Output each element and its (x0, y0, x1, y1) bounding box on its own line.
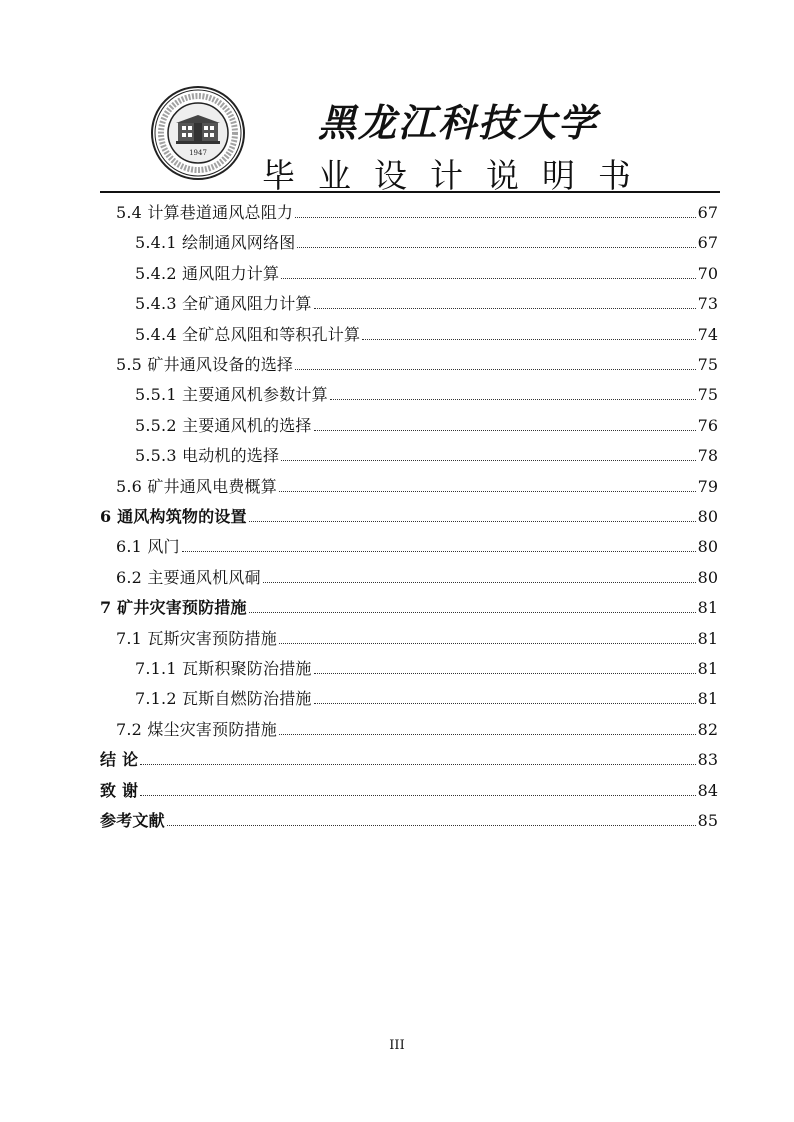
toc-entry[interactable] (100, 745, 718, 775)
toc-entry-label: 5.4.4 全矿总风阻和等积孔计算 (135, 324, 361, 344)
toc-dot-leader (314, 673, 696, 674)
toc-dot-leader (167, 825, 696, 826)
toc-dot-leader (140, 795, 695, 796)
toc-entry[interactable] (116, 715, 718, 745)
toc-dot-leader (314, 703, 696, 704)
toc-entry[interactable] (116, 624, 718, 654)
toc-entry-page: 67 (697, 233, 718, 253)
toc-entry-label: 5.5.3 电动机的选择 (135, 446, 280, 466)
toc-entry-page: 78 (697, 446, 718, 466)
toc-dot-leader (281, 278, 695, 279)
toc-entry-page: 84 (697, 780, 718, 800)
toc-entry-label: 5.4.1 绘制通风网络图 (135, 233, 296, 253)
toc-dot-leader (263, 582, 696, 583)
toc-dot-leader (140, 764, 695, 765)
toc-entry-page: 70 (697, 263, 718, 283)
toc-entry-label: 6 通风构筑物的设置 (100, 507, 247, 526)
toc-entry-page: 81 (697, 598, 718, 618)
toc-entry-label: 参考文献 (100, 811, 165, 830)
toc-entry[interactable] (100, 593, 718, 623)
toc-dot-leader (297, 247, 695, 248)
toc-dot-leader (249, 612, 696, 613)
toc-entry[interactable] (100, 502, 718, 532)
toc-entry-page: 80 (697, 567, 718, 587)
toc-entry-label: 6.2 主要通风机风硐 (116, 567, 261, 587)
toc-entry[interactable] (116, 532, 718, 562)
toc-entry-page: 82 (697, 719, 718, 739)
toc-entry-label: 5.4.3 全矿通风阻力计算 (135, 294, 312, 314)
toc-entry-page: 73 (697, 294, 718, 314)
toc-dot-leader (249, 521, 696, 522)
toc-entry[interactable] (135, 684, 718, 714)
toc-entry[interactable] (100, 806, 718, 836)
toc-dot-leader (314, 430, 696, 431)
toc-entry[interactable] (135, 654, 718, 684)
seal-year: 1947 (189, 149, 207, 157)
toc-dot-leader (295, 217, 696, 218)
toc-entry-page: 81 (697, 628, 718, 648)
toc-entry-label: 7.1 瓦斯灾害预防措施 (116, 628, 277, 648)
toc-entry-label: 7.2 煤尘灾害预防措施 (116, 719, 277, 739)
toc-dot-leader (362, 339, 695, 340)
toc-entry-label: 5.6 矿井通风电费概算 (116, 476, 277, 496)
toc-entry-page: 81 (697, 659, 718, 678)
page-number: III (389, 1038, 405, 1053)
toc-dot-leader (182, 551, 696, 552)
toc-entry-page: 85 (697, 811, 718, 830)
toc-entry-page: 80 (697, 537, 718, 557)
toc-entry[interactable] (135, 411, 718, 441)
toc-dot-leader (314, 308, 696, 309)
toc-entry[interactable] (116, 350, 718, 380)
toc-entry[interactable] (135, 320, 718, 350)
toc-entry[interactable] (135, 289, 718, 319)
toc-entry-label: 5.5 矿井通风设备的选择 (116, 355, 294, 374)
toc-entry-label: 5.5.1 主要通风机参数计算 (135, 385, 328, 405)
document-title: 毕业设计说明书 (262, 156, 654, 195)
toc-entry[interactable] (135, 441, 718, 471)
toc-entry-page: 75 (697, 385, 718, 405)
toc-entry[interactable] (100, 776, 718, 806)
university-seal-logo (150, 85, 246, 181)
toc-entry[interactable] (135, 228, 718, 258)
toc-entry-page: 79 (697, 476, 718, 496)
toc-entry-label: 7.1.1 瓦斯积聚防治措施 (135, 659, 312, 678)
toc-entry-label: 6.1 风门 (116, 537, 180, 557)
toc-entry-page: 74 (697, 324, 718, 344)
toc-dot-leader (279, 734, 696, 735)
toc-entry[interactable] (135, 380, 718, 410)
toc-entry[interactable] (116, 563, 718, 593)
toc-dot-leader (295, 369, 696, 370)
toc-entry-label: 5.5.2 主要通风机的选择 (135, 415, 312, 435)
toc-dot-leader (279, 643, 696, 644)
toc-dot-leader (281, 460, 695, 461)
toc-entry-page: 76 (697, 415, 718, 435)
toc-entry-page: 81 (697, 689, 718, 709)
toc-entry-page: 83 (697, 750, 718, 770)
university-name: 黑龙江科技大学 (318, 100, 599, 145)
toc-entry[interactable] (135, 259, 718, 289)
toc-dot-leader (279, 491, 696, 492)
toc-entry-label: 5.4.2 通风阻力计算 (135, 263, 280, 283)
toc-dot-leader (330, 399, 696, 400)
toc-entry-page: 80 (697, 507, 718, 526)
toc-entry-label: 7 矿井灾害预防措施 (100, 598, 247, 618)
toc-entry-label: 结 论 (100, 750, 139, 770)
toc-entry-page: 75 (697, 355, 718, 374)
toc-entry-page: 67 (697, 203, 718, 222)
toc-entry[interactable] (116, 198, 718, 228)
toc-entry-label: 致 谢 (100, 780, 139, 800)
toc-entry-label: 7.1.2 瓦斯自燃防治措施 (135, 689, 312, 709)
header-divider (100, 191, 720, 193)
toc-entry-label: 5.4 计算巷道通风总阻力 (116, 203, 294, 222)
toc-entry[interactable] (116, 472, 718, 502)
